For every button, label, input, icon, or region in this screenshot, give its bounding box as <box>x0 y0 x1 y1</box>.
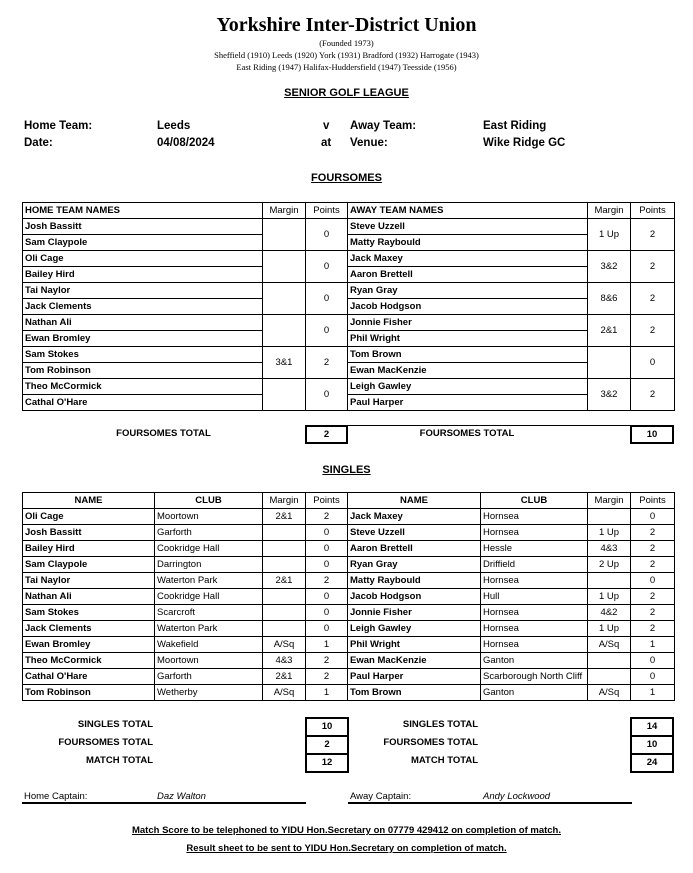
home-club: Moortown <box>155 509 263 525</box>
away-team-label: Away Team: <box>350 120 417 132</box>
away-points: 2 <box>631 589 675 605</box>
home-pair-margin <box>263 379 306 411</box>
home-club: Cookridge Hall <box>155 589 263 605</box>
away-points: 0 <box>631 509 675 525</box>
home-points: 0 <box>306 621 348 637</box>
foursomes-row <box>23 267 675 283</box>
away-player-name: Tom Brown <box>348 347 588 363</box>
away-player-name: Ryan Gray <box>348 557 481 573</box>
home-player-name: Cathal O'Hare <box>23 669 155 685</box>
away-player-name: Ewan MacKenzie <box>348 363 588 379</box>
away-player-name: Matty Raybould <box>348 235 588 251</box>
union-title: Yorkshire Inter-District Union <box>216 14 477 36</box>
away-margin: 1 Up <box>588 525 631 541</box>
away-team-value: East Riding <box>483 120 547 132</box>
home-player-name: Oli Cage <box>23 509 155 525</box>
away-club: Hull <box>481 589 588 605</box>
away-player-name: Jonnie Fisher <box>348 605 481 621</box>
singles-row <box>23 525 675 541</box>
away-margin: 2 Up <box>588 557 631 573</box>
home-pair-points: 0 <box>306 283 348 315</box>
date-label: Date: <box>24 137 53 149</box>
away-points: 2 <box>631 525 675 541</box>
home-pair-margin <box>263 283 306 315</box>
home-player-name: Josh Bassitt <box>23 219 263 235</box>
foursomes-row <box>23 395 675 411</box>
home-pair-margin <box>263 315 306 347</box>
away-total-label: SINGLES TOTAL <box>402 719 478 730</box>
home-points: 0 <box>306 557 348 573</box>
away-player-name: Paul Harper <box>348 669 481 685</box>
home-player-name: Tai Naylor <box>23 283 263 299</box>
at-text: at <box>321 137 332 149</box>
founded-text: (Founded 1973) <box>319 38 374 48</box>
away-points: 0 <box>631 573 675 589</box>
home-total-value: 12 <box>305 753 349 773</box>
footer-phone-instruction: Match Score to be telephoned to YIDU Hon.Secretary on 07779 429412 on completion of match. <box>131 825 562 836</box>
home-points: 2 <box>306 653 348 669</box>
singles-row <box>23 557 675 573</box>
away-points: 2 <box>631 557 675 573</box>
away-pair-margin: 1 Up <box>588 219 631 251</box>
home-points: 2 <box>306 509 348 525</box>
foursomes-row <box>23 347 675 363</box>
singles-row <box>23 637 675 653</box>
divider <box>347 425 630 426</box>
home-points: 2 <box>306 573 348 589</box>
districts-line-1: Sheffield (1910) Leeds (1920) York (1931) Bradford (1932) Harrogate (1943) <box>214 50 479 60</box>
away-club: Hornsea <box>481 605 588 621</box>
home-margin: 2&1 <box>263 573 306 589</box>
home-margin: 2&1 <box>263 509 306 525</box>
header-home-team-names: HOME TEAM NAMES <box>23 203 263 219</box>
home-total-label: SINGLES TOTAL <box>77 719 153 730</box>
home-player-name: Theo McCormick <box>23 379 263 395</box>
foursomes-row <box>23 235 675 251</box>
home-player-name: Tai Naylor <box>23 573 155 589</box>
home-club: Cookridge Hall <box>155 541 263 557</box>
away-player-name: Leigh Gawley <box>348 621 481 637</box>
away-points: 2 <box>631 621 675 637</box>
away-player-name: Jack Maxey <box>348 251 588 267</box>
singles-row <box>23 653 675 669</box>
away-margin: 4&3 <box>588 541 631 557</box>
home-team-label: Home Team: <box>24 120 93 132</box>
header-points: Points <box>306 203 348 219</box>
home-pair-points: 0 <box>306 219 348 251</box>
home-total-label: MATCH TOTAL <box>85 755 153 766</box>
away-pair-points: 2 <box>631 379 675 411</box>
header-points: Points <box>631 493 675 509</box>
home-points: 0 <box>306 525 348 541</box>
away-margin: 1 Up <box>588 589 631 605</box>
foursomes-title: FOURSOMES <box>311 172 382 184</box>
header-points: Points <box>631 203 675 219</box>
away-margin <box>588 669 631 685</box>
singles-header-row <box>23 493 675 509</box>
home-club: Garforth <box>155 525 263 541</box>
home-pair-points: 0 <box>306 315 348 347</box>
home-player-name: Sam Claypole <box>23 557 155 573</box>
footer-result-instruction: Result sheet to be sent to YIDU Hon.Secretary on completion of match. <box>186 843 507 854</box>
away-club: Hornsea <box>481 525 588 541</box>
home-player-name: Ewan Bromley <box>23 331 263 347</box>
home-player-name: Bailey Hird <box>23 267 263 283</box>
home-club: Moortown <box>155 653 263 669</box>
home-player-name: Bailey Hird <box>23 541 155 557</box>
home-captain-label: Home Captain: <box>24 791 88 802</box>
foursomes-row <box>23 363 675 379</box>
home-margin: 4&3 <box>263 653 306 669</box>
away-total-value: 24 <box>630 753 674 773</box>
away-captain-name: Andy Lockwood <box>483 791 551 802</box>
home-player-name: Tom Robinson <box>23 363 263 379</box>
away-captain-label: Away Captain: <box>350 791 412 802</box>
foursomes-row <box>23 315 675 331</box>
away-pair-points: 2 <box>631 219 675 251</box>
away-player-name: Steve Uzzell <box>348 525 481 541</box>
home-captain-signature-line <box>22 802 306 804</box>
away-foursomes-total-value: 10 <box>630 425 674 444</box>
away-player-name: Steve Uzzell <box>348 219 588 235</box>
away-captain-signature-line <box>348 802 632 804</box>
home-club: Scarcroft <box>155 605 263 621</box>
home-points: 1 <box>306 685 348 701</box>
home-player-name: Oli Cage <box>23 251 263 267</box>
away-points: 0 <box>631 653 675 669</box>
venue-label: Venue: <box>350 137 388 149</box>
home-team-value: Leeds <box>157 120 191 132</box>
home-club: Waterton Park <box>155 573 263 589</box>
home-margin: A/Sq <box>263 637 306 653</box>
away-pair-margin: 2&1 <box>588 315 631 347</box>
foursomes-row <box>23 379 675 395</box>
away-club: Scarborough North Cliff <box>481 669 588 685</box>
foursomes-header-row <box>23 203 675 219</box>
home-margin <box>263 589 306 605</box>
away-total-label: FOURSOMES TOTAL <box>383 737 478 748</box>
away-club: Hornsea <box>481 573 588 589</box>
away-margin: A/Sq <box>588 685 631 701</box>
home-pair-margin <box>263 219 306 251</box>
singles-title: SINGLES <box>322 464 371 476</box>
home-player-name: Ewan Bromley <box>23 637 155 653</box>
home-margin <box>263 541 306 557</box>
away-player-name: Jonnie Fisher <box>348 315 588 331</box>
divider <box>347 425 348 444</box>
foursomes-table <box>22 202 675 411</box>
home-player-name: Sam Claypole <box>23 235 263 251</box>
away-player-name: Ryan Gray <box>348 283 588 299</box>
away-player-name: Jacob Hodgson <box>348 299 588 315</box>
home-player-name: Nathan Ali <box>23 589 155 605</box>
home-margin <box>263 557 306 573</box>
home-player-name: Tom Robinson <box>23 685 155 701</box>
away-pair-margin: 3&2 <box>588 251 631 283</box>
away-player-name: Aaron Brettell <box>348 267 588 283</box>
home-player-name: Cathal O'Hare <box>23 395 263 411</box>
home-pair-margin <box>263 251 306 283</box>
home-total-value: 10 <box>305 717 349 735</box>
header-points: Points <box>306 493 348 509</box>
singles-row <box>23 509 675 525</box>
foursomes-row <box>23 299 675 315</box>
foursomes-row <box>23 219 675 235</box>
away-player-name: Phil Wright <box>348 637 481 653</box>
singles-row <box>23 669 675 685</box>
header-name: NAME <box>348 493 481 509</box>
home-club: Wetherby <box>155 685 263 701</box>
home-club: Wakefield <box>155 637 263 653</box>
home-margin <box>263 605 306 621</box>
away-points: 1 <box>631 637 675 653</box>
away-player-name: Tom Brown <box>348 685 481 701</box>
singles-row <box>23 589 675 605</box>
home-total-value: 2 <box>305 735 349 753</box>
away-points: 0 <box>631 669 675 685</box>
singles-row <box>23 605 675 621</box>
home-points: 0 <box>306 589 348 605</box>
home-captain-name: Daz Walton <box>157 791 206 802</box>
away-points: 1 <box>631 685 675 701</box>
singles-row <box>23 685 675 701</box>
header-margin: Margin <box>588 493 631 509</box>
date-value: 04/08/2024 <box>157 137 215 149</box>
home-player-name: Josh Bassitt <box>23 525 155 541</box>
home-player-name: Nathan Ali <box>23 315 263 331</box>
away-club: Driffield <box>481 557 588 573</box>
home-points: 1 <box>306 637 348 653</box>
home-margin: A/Sq <box>263 685 306 701</box>
away-pair-margin <box>588 347 631 379</box>
home-foursomes-total-label: FOURSOMES TOTAL <box>116 428 211 439</box>
away-player-name: Jack Maxey <box>348 509 481 525</box>
foursomes-row <box>23 251 675 267</box>
away-margin: 1 Up <box>588 621 631 637</box>
home-points: 2 <box>306 669 348 685</box>
home-points: 0 <box>306 605 348 621</box>
away-margin: 4&2 <box>588 605 631 621</box>
away-margin <box>588 653 631 669</box>
away-pair-points: 2 <box>631 251 675 283</box>
foursomes-row <box>23 283 675 299</box>
singles-table <box>22 492 675 701</box>
away-player-name: Phil Wright <box>348 331 588 347</box>
league-title: SENIOR GOLF LEAGUE <box>284 87 409 99</box>
home-total-label: FOURSOMES TOTAL <box>58 737 153 748</box>
home-pair-points: 0 <box>306 251 348 283</box>
away-margin <box>588 573 631 589</box>
header-margin: Margin <box>263 203 306 219</box>
districts-line-2: East Riding (1947) Halifax-Huddersfield (1947) Teesside (1956) <box>236 62 457 72</box>
home-player-name: Jack Clements <box>23 299 263 315</box>
away-foursomes-total-label: FOURSOMES TOTAL <box>419 428 515 439</box>
header-margin: Margin <box>588 203 631 219</box>
away-player-name: Jacob Hodgson <box>348 589 481 605</box>
home-player-name: Sam Stokes <box>23 347 263 363</box>
away-club: Hornsea <box>481 621 588 637</box>
versus-text: v <box>323 120 330 132</box>
away-club: Ganton <box>481 685 588 701</box>
header-club: CLUB <box>481 493 588 509</box>
home-player-name: Sam Stokes <box>23 605 155 621</box>
home-club: Waterton Park <box>155 621 263 637</box>
away-pair-points: 2 <box>631 315 675 347</box>
away-total-label: MATCH TOTAL <box>410 755 478 766</box>
home-margin <box>263 525 306 541</box>
home-pair-points: 2 <box>306 347 348 379</box>
away-total-value: 14 <box>630 717 674 735</box>
header-club: CLUB <box>155 493 263 509</box>
away-pair-margin: 3&2 <box>588 379 631 411</box>
away-player-name: Aaron Brettell <box>348 541 481 557</box>
away-margin: A/Sq <box>588 637 631 653</box>
away-club: Ganton <box>481 653 588 669</box>
home-pair-points: 0 <box>306 379 348 411</box>
away-player-name: Leigh Gawley <box>348 379 588 395</box>
singles-row <box>23 621 675 637</box>
home-player-name: Jack Clements <box>23 621 155 637</box>
singles-row <box>23 573 675 589</box>
home-player-name: Theo McCormick <box>23 653 155 669</box>
away-club: Hornsea <box>481 637 588 653</box>
away-pair-points: 2 <box>631 283 675 315</box>
singles-row <box>23 541 675 557</box>
away-club: Hessle <box>481 541 588 557</box>
header-away-team-names: AWAY TEAM NAMES <box>348 203 588 219</box>
away-club: Hornsea <box>481 509 588 525</box>
away-margin <box>588 509 631 525</box>
foursomes-row <box>23 331 675 347</box>
home-club: Garforth <box>155 669 263 685</box>
home-margin <box>263 621 306 637</box>
away-pair-margin: 8&6 <box>588 283 631 315</box>
away-player-name: Matty Raybould <box>348 573 481 589</box>
venue-value: Wike Ridge GC <box>483 137 566 149</box>
away-points: 2 <box>631 541 675 557</box>
away-player-name: Paul Harper <box>348 395 588 411</box>
home-foursomes-total-value: 2 <box>305 425 348 444</box>
header-margin: Margin <box>263 493 306 509</box>
home-margin: 2&1 <box>263 669 306 685</box>
home-pair-margin: 3&1 <box>263 347 306 379</box>
away-player-name: Ewan MacKenzie <box>348 653 481 669</box>
home-points: 0 <box>306 541 348 557</box>
away-points: 2 <box>631 605 675 621</box>
away-total-value: 10 <box>630 735 674 753</box>
header-name: NAME <box>23 493 155 509</box>
home-club: Darrington <box>155 557 263 573</box>
away-pair-points: 0 <box>631 347 675 379</box>
